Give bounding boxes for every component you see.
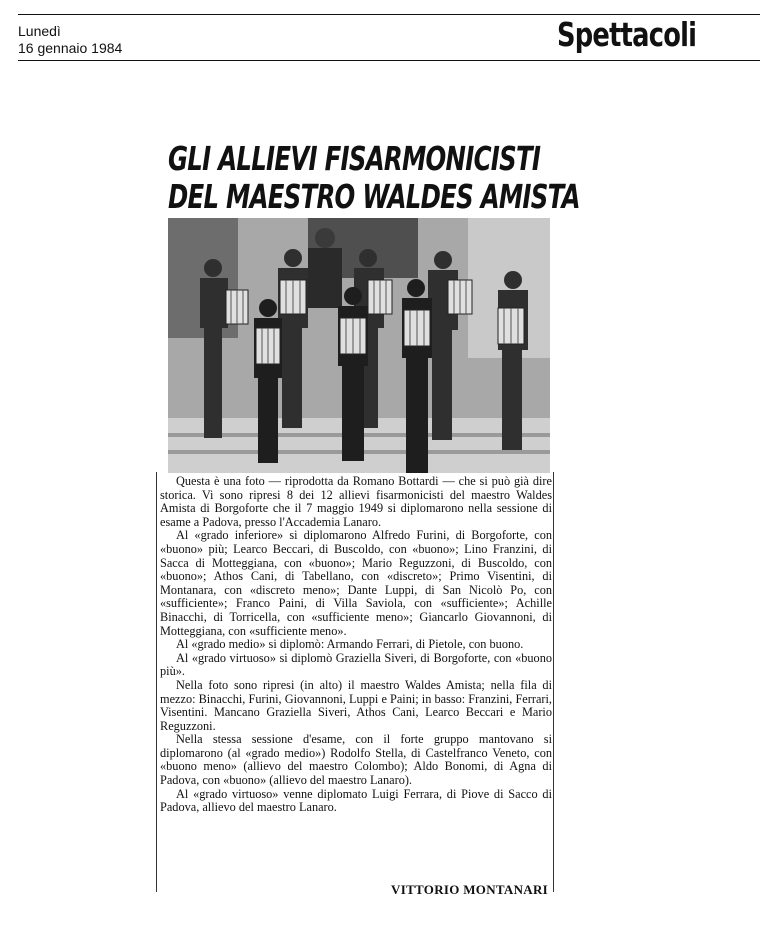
headline-line-1: GLI ALLIEVI FISARMONICISTI (168, 139, 541, 178)
article-paragraph: Nella stessa sessione d'esame, con il forte gruppo mantovano si diplomarono (al «grado medio») Rodolfo Stella, di Castelfranco Veneto, con «buono meno» (allievo del maestro Colombo); Aldo Bonomi, di Agna di Padova, con «buono» (allievo del maestro Lanaro). (160, 732, 552, 788)
article-body (160, 475, 552, 815)
column-rule-right (553, 472, 554, 892)
header-bottom-rule (18, 60, 760, 61)
header-weekday: Lunedì (18, 23, 61, 39)
article-paragraph: Al «grado inferiore» si diplomarono Alfredo Furini, di Borgoforte, con «buono» più; Learco Beccari, di Buscoldo, con «buono»; Lino Franzini, di Sacca di Motteggiana, con «buono»; Mario Reguzzoni, di Buscoldo, con «buono»; Athos Cani, di Tabellano, con «discreto»; Primo Visentini, di Montanara, con «discreto meno»; Dante Luppi, di San Nicolò Po, con «sufficiente»; Franco Paini, di Villa Saviola, con «sufficiente»; Achille Binacchi, di Torricella, con «sufficiente meno»; Giancarlo Giovannoni, di Motteggiana, con «sufficiente meno». (160, 528, 552, 638)
article-paragraph: Questa è una foto — riprodotta da Romano Bottardi — che si può già dire storica. Vi sono ripresi 8 dei 12 allievi fisarmonicisti del maestro Waldes Amista di Borgoforte che il 7 maggio 1949 si diplomarono nella sessione di esame a Padova, presso l'Accademia Lanaro. (160, 474, 552, 529)
headline-line-2: DEL MAESTRO WALDES AMISTA (168, 177, 580, 216)
header-date: 16 gennaio 1984 (18, 40, 123, 56)
group-photo-accordion-students-icon (168, 218, 550, 473)
section-title: Spettacoli (557, 15, 697, 54)
group-photo (168, 218, 550, 473)
article-byline: VITTORIO MONTANARI (391, 882, 548, 897)
article-headline (168, 140, 580, 216)
article-paragraph: Al «grado virtuoso» venne diplomato Luigi Ferrara, di Piove di Sacco di Padova, allievo del maestro Lanaro. (160, 786, 552, 815)
column-rule-left (156, 472, 157, 892)
article-paragraph: Al «grado virtuoso» si diplomò Graziella Siveri, di Borgoforte, con «buono più». (160, 650, 552, 679)
article-paragraph: Al «grado medio» si diplomò: Armando Ferrari, di Pietole, con buono. (176, 637, 524, 652)
article-paragraph: Nella foto sono ripresi (in alto) il maestro Waldes Amista; nella fila di mezzo: Binacchi, Furini, Giovannoni, Luppi e Paini; in basso: Franzini, Ferrari, Visentini. Mancano Graziella Siveri, Athos Cani, Learco Beccari e Mario Reguzzoni. (160, 677, 552, 733)
